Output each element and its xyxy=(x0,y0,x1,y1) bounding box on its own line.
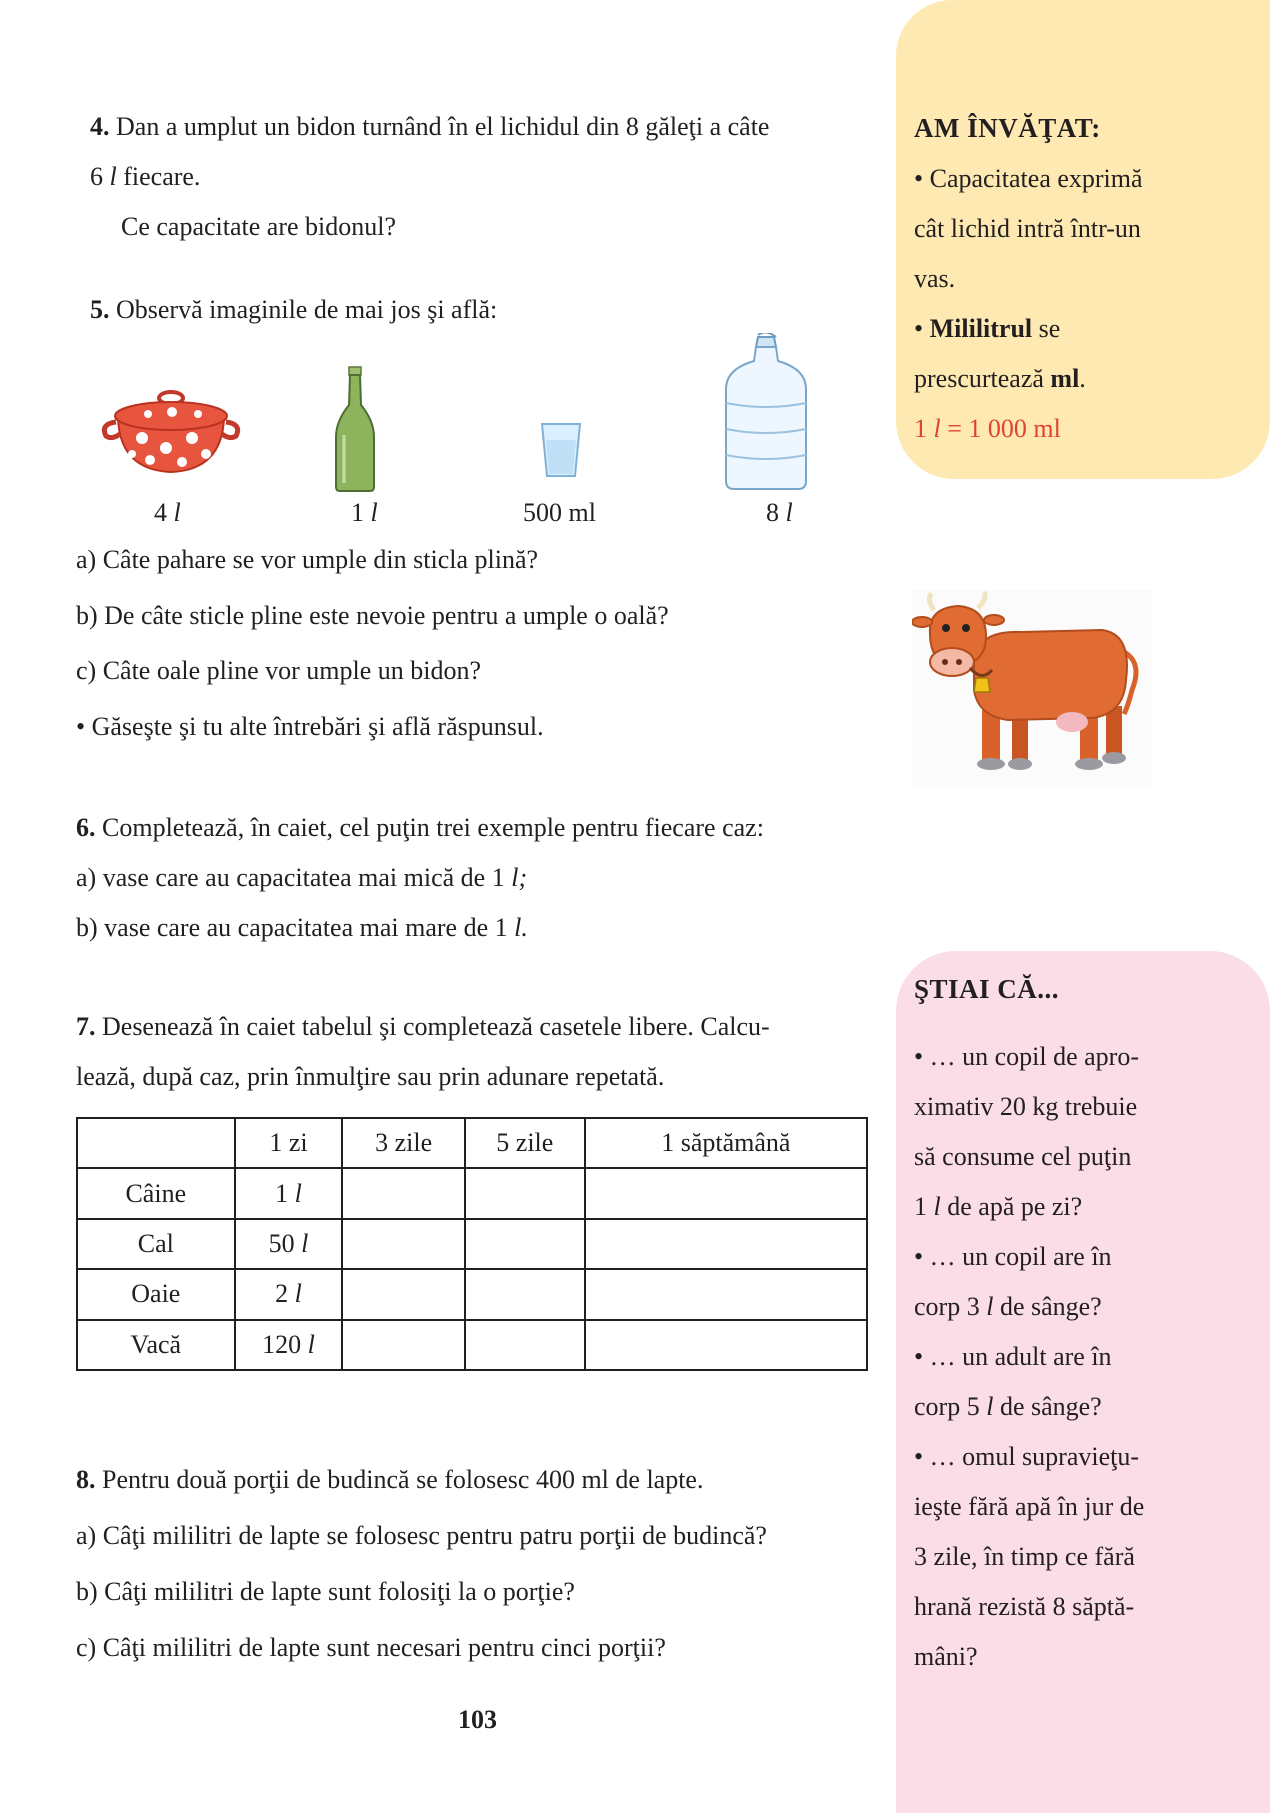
cow-icon xyxy=(912,590,1152,785)
ex4-line1: 4. Dan a umplut un bidon turnând în el lichidul din 8 găleţi a câte xyxy=(90,112,770,141)
ex5-question-c: c) Câte oale pline vor umple un bidon? xyxy=(76,656,482,685)
water-jug-icon xyxy=(722,333,810,493)
liquid-table xyxy=(76,1117,868,1371)
did-you-know-line: 1 l de apă pe zi? xyxy=(914,1192,1083,1221)
learned-equation: 1 l = 1 000 ml xyxy=(914,414,1061,443)
page-number: 103 xyxy=(458,1705,497,1734)
table-value-cell: 1 l xyxy=(235,1168,343,1218)
did-you-know-line: corp 5 l de sânge? xyxy=(914,1392,1102,1421)
table-row xyxy=(77,1269,867,1319)
table-empty-cell xyxy=(585,1320,867,1370)
did-you-know-line: să consume cel puţin xyxy=(914,1142,1132,1171)
ex8-question-a: a) Câţi mililitri de lapte se folosesc pentru patru porţii de budincă? xyxy=(76,1521,767,1550)
ex6-a: a) vase care au capacitatea mai mică de 1 l; xyxy=(76,863,528,892)
did-you-know-line: ximativ 20 kg trebuie xyxy=(914,1092,1138,1121)
ex4-question: Ce capacitate are bidonul? xyxy=(121,212,397,241)
table-empty-cell xyxy=(465,1219,585,1269)
learned-line: prescurtează ml. xyxy=(914,364,1086,393)
ex5-question-d: • Găseşte şi tu alte întrebări şi află răspunsul. xyxy=(76,712,544,741)
table-header-cell: 1 zi xyxy=(235,1118,343,1168)
table-header-cell: 3 zile xyxy=(342,1118,465,1168)
learned-line: • Mililitrul se xyxy=(914,314,1061,343)
glass-icon xyxy=(540,420,582,480)
did-you-know-line: • … un adult are în xyxy=(914,1342,1112,1371)
table-empty-cell xyxy=(465,1320,585,1370)
ex7-line1: 7. Desenează în caiet tabelul şi completează casetele libere. Calcu- xyxy=(76,1012,770,1041)
table-header-row xyxy=(77,1118,867,1168)
did-you-know-box xyxy=(896,951,1270,1813)
ex8-intro: 8. Pentru două porţii de budincă se folosesc 400 ml de lapte. xyxy=(76,1465,704,1494)
ex8-question-b: b) Câţi mililitri de lapte sunt folosiţi la o porţie? xyxy=(76,1577,575,1606)
ex5-intro: 5. Observă imaginile de mai jos şi află: xyxy=(90,295,498,324)
table-header-cell xyxy=(77,1118,235,1168)
table-header-cell: 5 zile xyxy=(465,1118,585,1168)
bottle-icon xyxy=(334,365,376,493)
ex7-line2: lează, după caz, prin înmulţire sau prin adunare repetată. xyxy=(76,1062,665,1091)
did-you-know-line: • … un copil are în xyxy=(914,1242,1112,1271)
table-empty-cell xyxy=(465,1269,585,1319)
table-value-cell: 120 l xyxy=(235,1320,343,1370)
ex8-question-c: c) Câţi mililitri de lapte sunt necesari pentru cinci porţii? xyxy=(76,1633,666,1662)
ex5-number: 5. xyxy=(90,295,110,324)
table-animal-cell: Vacă xyxy=(77,1320,235,1370)
did-you-know-line: mâni? xyxy=(914,1642,978,1671)
table-animal-cell: Cal xyxy=(77,1219,235,1269)
did-you-know-line: 3 zile, în timp ce fără xyxy=(914,1542,1135,1571)
bottle-label: 1 l xyxy=(351,498,378,527)
table-row xyxy=(77,1168,867,1218)
ex5-question-b: b) De câte sticle pline este nevoie pentru a umple o oală? xyxy=(76,601,669,630)
table-empty-cell xyxy=(342,1269,465,1319)
pot-icon xyxy=(100,378,242,476)
did-you-know-line: • … un copil de apro- xyxy=(914,1042,1139,1071)
table-row xyxy=(77,1320,867,1370)
table-row xyxy=(77,1219,867,1269)
did-you-know-line: ieşte fără apă în jur de xyxy=(914,1492,1145,1521)
ex6-b: b) vase care au capacitatea mai mare de 1 l. xyxy=(76,913,528,942)
did-you-know-title: ŞTIAI CĂ... xyxy=(914,974,1060,1004)
did-you-know-line: corp 3 l de sânge? xyxy=(914,1292,1102,1321)
table-empty-cell xyxy=(342,1168,465,1218)
table-empty-cell xyxy=(342,1219,465,1269)
jug-label: 8 l xyxy=(766,498,793,527)
table-empty-cell xyxy=(585,1168,867,1218)
table-header-cell: 1 săptămână xyxy=(585,1118,867,1168)
ex4-line2: 6 l fiecare. xyxy=(90,162,201,191)
pot-label: 4 l xyxy=(154,498,181,527)
ex7-number: 7. xyxy=(76,1012,96,1041)
table-value-cell: 2 l xyxy=(235,1269,343,1319)
learned-title: AM ÎNVĂŢAT: xyxy=(914,113,1101,143)
glass-label: 500 ml xyxy=(523,498,596,527)
ex4-number: 4. xyxy=(90,112,110,141)
did-you-know-line: hrană rezistă 8 săptă- xyxy=(914,1592,1135,1621)
table-empty-cell xyxy=(585,1269,867,1319)
learned-line: vas. xyxy=(914,264,956,293)
table-empty-cell xyxy=(585,1219,867,1269)
learned-line: cât lichid intră într-un xyxy=(914,214,1141,243)
ex5-question-a: a) Câte pahare se vor umple din sticla plină? xyxy=(76,545,539,574)
did-you-know-line: • … omul supravieţu- xyxy=(914,1442,1140,1471)
table-empty-cell xyxy=(342,1320,465,1370)
learned-line: • Capacitatea exprimă xyxy=(914,164,1143,193)
ex6-number: 6. xyxy=(76,813,96,842)
table-animal-cell: Oaie xyxy=(77,1269,235,1319)
ex8-number: 8. xyxy=(76,1465,96,1494)
table-value-cell: 50 l xyxy=(235,1219,343,1269)
table-animal-cell: Câine xyxy=(77,1168,235,1218)
ex6-intro: 6. Completează, în caiet, cel puţin trei exemple pentru fiecare caz: xyxy=(76,813,764,842)
table-empty-cell xyxy=(465,1168,585,1218)
